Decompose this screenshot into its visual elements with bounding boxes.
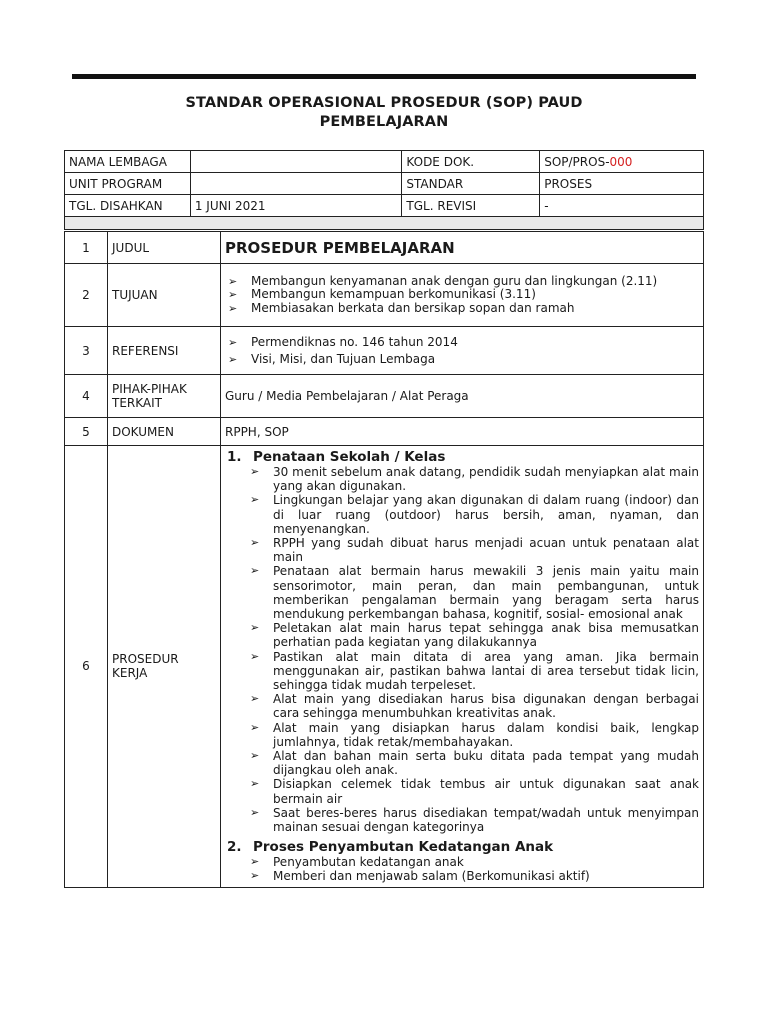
- nama-lembaga-value: [190, 151, 402, 173]
- sop-content-table: [64, 231, 704, 888]
- list-item: ➢ Peletakan alat main harus tepat sehingga anak bisa memusatkan perhatian pada kegiatan yang dilakukannya: [247, 621, 699, 649]
- list-item: ➢ Alat main yang disiapkan harus dalam kondisi baik, lengkap jumlahnya, tidak retak/membahayakan.: [247, 721, 699, 749]
- tgl-disahkan-label: TGL. DISAHKAN: [65, 195, 191, 217]
- step-number: 1.: [227, 449, 242, 465]
- step-1: [225, 449, 699, 834]
- judul-value: PROSEDUR PEMBELAJARAN: [221, 232, 704, 264]
- step-title: Penataan Sekolah / Kelas: [253, 449, 446, 465]
- row-label: DOKUMEN: [108, 418, 221, 446]
- meta-row-unit-program: [65, 173, 704, 195]
- prosedur-steps-cell: [221, 446, 704, 888]
- prosedur-steps: [225, 449, 699, 884]
- list-item: ➢ Disiapkan celemek tidak tembus air untuk digunakan saat anak bermain air: [247, 777, 699, 805]
- list-item: ➢ Alat main yang disediakan harus bisa digunakan dengan berbagai cara sehingga menumbuhkan kreativitas anak.: [247, 692, 699, 720]
- unit-program-value: [190, 173, 402, 195]
- list-item: ➢ Membiasakan berkata dan bersikap sopan dan ramah: [225, 302, 699, 316]
- tgl-disahkan-value: 1 JUNI 2021: [190, 195, 402, 217]
- standar-label: STANDAR: [402, 173, 540, 195]
- kode-dok-number: 000: [609, 154, 633, 169]
- row-tujuan: [65, 264, 704, 327]
- unit-program-label: UNIT PROGRAM: [65, 173, 191, 195]
- row-dokumen: [65, 418, 704, 446]
- meta-spacer-row: [65, 217, 704, 230]
- tujuan-list: [225, 275, 699, 316]
- row-number: 3: [65, 327, 108, 375]
- meta-row-nama-lembaga: [65, 151, 704, 173]
- step-heading: [225, 839, 699, 855]
- row-referensi: [65, 327, 704, 375]
- list-item: ➢ 30 menit sebelum anak datang, pendidik sudah menyiapkan alat main yang akan digunakan.: [247, 465, 699, 493]
- title-line-1: STANDAR OPERASIONAL PROSEDUR (SOP) PAUD: [185, 95, 583, 111]
- step-1-items: [225, 465, 699, 834]
- list-item: ➢ Pastikan alat main ditata di area yang aman. Jika bermain menggunakan air, pastikan bahwa lantai di area tersebut tidak licin, sehingga tidak mudah terpeleset.: [247, 650, 699, 693]
- step-2-items: [225, 855, 699, 883]
- kode-dok-value: [540, 151, 704, 173]
- list-item: ➢ RPPH yang sudah dibuat harus menjadi acuan untuk penataan alat main: [247, 536, 699, 564]
- list-item: ➢ Permendiknas no. 146 tahun 2014: [225, 334, 699, 351]
- pihak-value: Guru / Media Pembelajaran / Alat Peraga: [221, 375, 704, 418]
- meta-spacer-cell: [65, 217, 704, 230]
- list-item: ➢ Saat beres-beres harus disediakan tempat/wadah untuk menyimpan mainan sesuai dengan kategorinya: [247, 806, 699, 834]
- row-label: PROSEDUR KERJA: [108, 446, 221, 888]
- step-2: [225, 839, 699, 883]
- list-item: ➢ Memberi dan menjawab salam (Berkomunikasi aktif): [247, 869, 699, 883]
- list-item: ➢ Penataan alat bermain harus mewakili 3 jenis main yaitu main sensorimotor, main peran, dan main pembangunan, untuk memberikan pengalaman bermain yang beragam serta harus mendukung perkembangan bahasa, kognitif, sosial- emosional anak: [247, 564, 699, 621]
- list-item: ➢ Visi, Misi, dan Tujuan Lembaga: [225, 351, 699, 368]
- step-title: Proses Penyambutan Kedatangan Anak: [253, 839, 554, 856]
- tujuan-list-cell: [221, 264, 704, 327]
- document-meta-table: [64, 150, 704, 230]
- list-item: ➢ Alat dan bahan main serta buku ditata pada tempat yang mudah dijangkau oleh anak.: [247, 749, 699, 777]
- tgl-revisi-value: -: [540, 195, 704, 217]
- list-item: ➢ Penyambutan kedatangan anak: [247, 855, 699, 869]
- list-item: ➢ Membangun kenyamanan anak dengan guru dan lingkungan (2.11): [225, 275, 699, 289]
- step-number: 2.: [227, 839, 242, 856]
- document-title: [72, 94, 696, 132]
- meta-row-tgl-disahkan: [65, 195, 704, 217]
- list-item: ➢ Lingkungan belajar yang akan digunakan di dalam ruang (indoor) dan di luar ruang (outdoor) harus bersih, aman, nyaman, dan menyenangkan.: [247, 493, 699, 536]
- title-line-2: PEMBELAJARAN: [319, 114, 449, 130]
- list-item: ➢ Membangun kemampuan berkomunikasi (3.11): [225, 288, 699, 302]
- nama-lembaga-label: NAMA LEMBAGA: [65, 151, 191, 173]
- row-number: 1: [65, 232, 108, 264]
- step-heading: [225, 449, 699, 465]
- row-label: JUDUL: [108, 232, 221, 264]
- row-number: 6: [65, 446, 108, 888]
- row-judul: [65, 232, 704, 264]
- row-label: PIHAK-PIHAK TERKAIT: [108, 375, 221, 418]
- top-rule: [72, 74, 696, 79]
- referensi-list-cell: [221, 327, 704, 375]
- standar-value: PROSES: [540, 173, 704, 195]
- row-number: 5: [65, 418, 108, 446]
- row-prosedur-kerja: [65, 446, 704, 888]
- dokumen-value: RPPH, SOP: [221, 418, 704, 446]
- row-number: 2: [65, 264, 108, 327]
- kode-dok-label: KODE DOK.: [402, 151, 540, 173]
- kode-dok-prefix: SOP/PROS-: [544, 154, 610, 169]
- tgl-revisi-label: TGL. REVISI: [402, 195, 540, 217]
- row-label: REFERENSI: [108, 327, 221, 375]
- row-label: TUJUAN: [108, 264, 221, 327]
- referensi-list: [225, 334, 699, 368]
- row-pihak-terkait: [65, 375, 704, 418]
- row-number: 4: [65, 375, 108, 418]
